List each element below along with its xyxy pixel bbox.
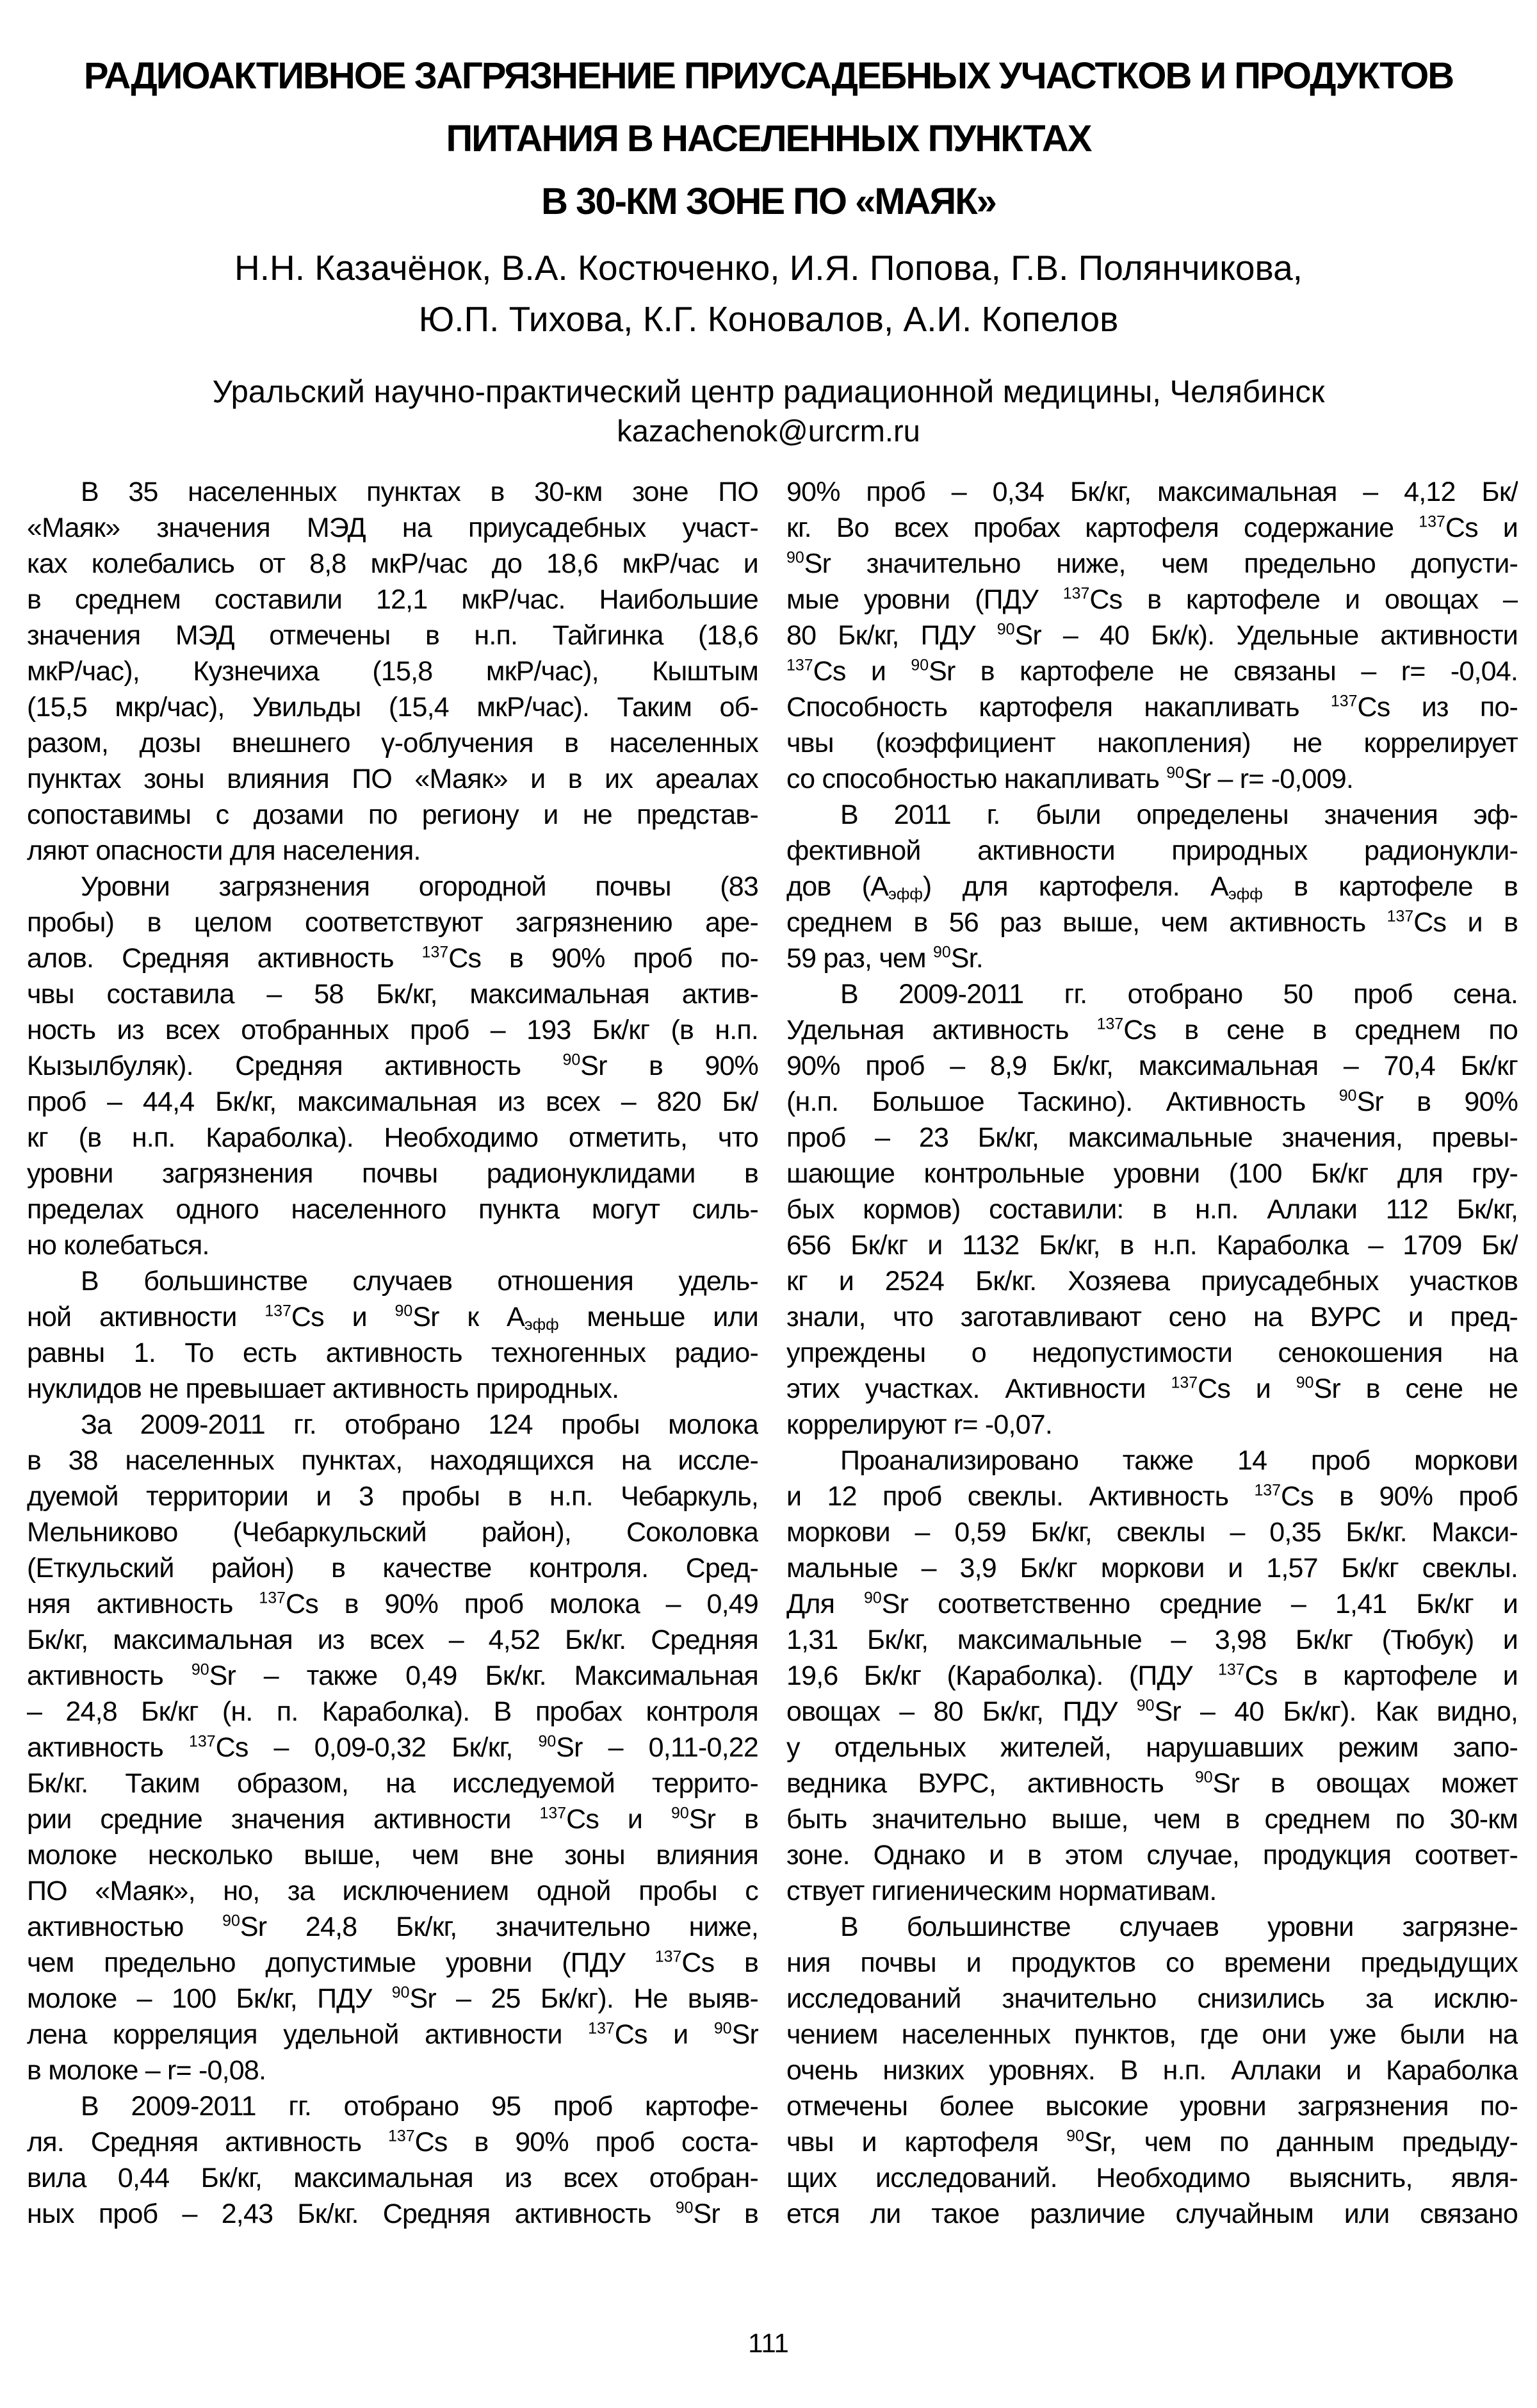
title-line-3: В 30-КМ ЗОНЕ ПО «МАЯК»	[541, 181, 996, 222]
text-line: ствует гигиеническим нормативам.	[786, 1876, 1217, 1906]
text-line: 90% проб – 0,34 Бк/кг, максимальная – 4,12 Бк/	[786, 477, 1518, 507]
text-line: рии средние значения активности $^{137}$Cs и $^{90}$Sr в	[27, 1804, 758, 1835]
text-line: Кызылбуляк). Средняя активность $^{90}$Sr в 90%	[27, 1051, 758, 1081]
left-column	[27, 474, 758, 2232]
body-columns	[27, 474, 1518, 2232]
text-line: у отдельных жителей, нарушавших режим запо-	[786, 1732, 1518, 1763]
text-line: значения МЭД отмечены в н.п. Тайгинка (18,6	[27, 620, 758, 651]
text-line: няя активность $^{137}$Cs в 90% проб молока – 0,49	[27, 1589, 758, 1619]
text-line: Для $^{90}$Sr соответственно средние – 1,41 Бк/кг и	[786, 1589, 1518, 1619]
text-line: разом, дозы внешнего γ-облучения в населенных	[27, 728, 758, 758]
text-line: лена корреляция удельной активности $^{137}$Cs и $^{90}$Sr	[27, 2019, 758, 2050]
text-line: щих исследований. Необходимо выяснить, явля-	[786, 2163, 1518, 2193]
text-line: мкР/час), Кузнечиха (15,8 мкР/час), Кыштым	[27, 656, 758, 687]
text-line: ется ли такое различие случайным или связано	[786, 2199, 1518, 2229]
text-line: быть значительно выше, чем в среднем по 30-км	[786, 1804, 1518, 1835]
text-line: нуклидов не превышает активность природных.	[27, 1373, 619, 1404]
title-line-1: РАДИОАКТИВНОЕ ЗАГРЯЗНЕНИЕ ПРИУСАДЕБНЫХ УЧАСТКОВ И ПРОДУКТОВ	[83, 55, 1454, 97]
authors-line-1: Н.Н. Казачёнок, В.А. Костюченко, И.Я. Попова, Г.В. Полянчикова,	[234, 248, 1303, 288]
text-line: но колебаться.	[27, 1230, 209, 1261]
text-line: отмечены более высокие уровни загрязнения по-	[786, 2091, 1518, 2122]
text-line: ния почвы и продуктов со времени предыдущих	[786, 1947, 1518, 1978]
text-line: ных проб – 2,43 Бк/кг. Средняя активность $^{90}$Sr в	[27, 2199, 758, 2229]
text-line: 1,31 Бк/кг, максимальные – 3,98 Бк/кг (Тюбук) и	[786, 1625, 1518, 1655]
text-line: $^{90}$Sr значительно ниже, чем предельно допусти-	[786, 548, 1518, 579]
text-line: фективной активности природных радионукли-	[786, 835, 1518, 866]
text-line: зоне. Однако и в этом случае, продукция соответ-	[786, 1840, 1518, 1871]
text-line: ность из всех отобранных проб – 193 Бк/кг (в н.п.	[27, 1015, 758, 1045]
text-line: равны 1. То есть активность техногенных радио-	[27, 1338, 758, 1368]
text-line: 80 Бк/кг, ПДУ $^{90}$Sr – 40 Бк/к). Удельные активности	[786, 620, 1518, 651]
text-line: молоке – 100 Бк/кг, ПДУ $^{90}$Sr – 25 Бк/кг). Не выяв-	[27, 1983, 758, 2014]
text-line: активность $^{137}$Cs – 0,09-0,32 Бк/кг, $^{90}$Sr – 0,11-0,22	[27, 1732, 758, 1763]
text-line: (н.п. Большое Таскино). Активность $^{90}$Sr в 90%	[786, 1086, 1518, 1117]
text-line: Бк/кг, максимальная из всех – 4,52 Бк/кг. Средняя	[27, 1625, 758, 1655]
title-line-2: ПИТАНИЯ В НАСЕЛЕННЫХ ПУНКТАХ	[446, 118, 1091, 160]
text-line: 19,6 Бк/кг (Караболка). (ПДУ $^{137}$Cs в картофеле и	[786, 1660, 1518, 1691]
text-line: Бк/кг. Таким образом, на исследуемой террито-	[27, 1768, 758, 1799]
text-line: В 2009-2011 гг. отобрано 95 проб картофе-	[81, 2091, 758, 2122]
text-line: чвы составила – 58 Бк/кг, максимальная актив-	[27, 979, 758, 1010]
text-line: очень низких уровнях. В н.п. Аллаки и Караболка	[786, 2055, 1518, 2086]
text-line: бых кормов) составили: в н.п. Аллаки 112 Бк/кг,	[786, 1194, 1518, 1225]
text-line: проб – 23 Бк/кг, максимальные значения, превы-	[786, 1122, 1518, 1153]
text-line: в молоке – r= -0,08.	[27, 2055, 266, 2086]
text-line: 90% проб – 8,9 Бк/кг, максимальная – 70,4 Бк/кг	[786, 1051, 1518, 1081]
text-line: мальные – 3,9 Бк/кг моркови и 1,57 Бк/кг свеклы.	[786, 1553, 1518, 1584]
text-line: 59 раз, чем $^{90}$Sr.	[786, 943, 983, 974]
text-line: чем предельно допустимые уровни (ПДУ $^{137}$Cs в	[27, 1947, 758, 1978]
text-line: В большинстве случаев уровни загрязне-	[840, 1912, 1518, 1942]
text-line: чением населенных пунктов, где они уже были на	[786, 2019, 1518, 2050]
text-line: Удельная активность $^{137}$Cs в сене в среднем по	[786, 1015, 1518, 1045]
text-line: моркови – 0,59 Бк/кг, свеклы – 0,35 Бк/кг. Макси-	[786, 1517, 1518, 1548]
text-line: ках колебались от 8,8 мкР/час до 18,6 мкР/час и	[27, 548, 758, 579]
text-line: В 35 населенных пунктах в 30-км зоне ПО	[81, 477, 758, 507]
text-line: 656 Бк/кг и 1132 Бк/кг, в н.п. Караболка – 1709 Бк/	[786, 1230, 1518, 1261]
text-line: кг и 2524 Бк/кг. Хозяева приусадебных участков	[786, 1266, 1518, 1297]
text-line: в среднем составили 12,1 мкР/час. Наибольшие	[27, 584, 758, 615]
text-line: (15,5 мкр/час), Увильды (15,4 мкР/час). Таким об-	[27, 692, 758, 723]
affiliation: Уральский научно-практический центр радиационной медицины, Челябинск	[212, 375, 1325, 409]
page-number: 111	[748, 2328, 789, 2358]
page-title	[0, 0, 1537, 233]
text-line: Способность картофеля накапливать $^{137}$Cs из по-	[786, 692, 1518, 723]
right-column	[786, 474, 1518, 2232]
text-line: чвы и картофеля $^{90}$Sr, чем по данным предыду-	[786, 2127, 1518, 2158]
text-line: пробы) в целом соответствуют загрязнению аре-	[27, 907, 758, 938]
text-line: среднем в 56 раз выше, чем активность $^{137}$Cs и в	[786, 907, 1518, 938]
text-line: в 38 населенных пунктах, находящихся на иссле-	[27, 1445, 758, 1476]
text-line: В 2009-2011 гг. отобрано 50 проб сена.	[840, 979, 1518, 1010]
text-line: шающие контрольные уровни (100 Бк/кг для гру-	[786, 1158, 1518, 1189]
text-line: чвы (коэффициент накопления) не коррелирует	[786, 728, 1518, 758]
text-line: и 12 проб свеклы. Активность $^{137}$Cs в 90% проб	[786, 1481, 1518, 1512]
text-line: проб – 44,4 Бк/кг, максимальная из всех – 820 Бк/	[27, 1086, 758, 1117]
text-line: со способностью накапливать $^{90}$Sr – r= -0,009.	[786, 764, 1354, 794]
text-line: кг. Во всех пробах картофеля содержание $^{137}$Cs и	[786, 512, 1518, 543]
text-line: дов $(А_{эфф})$ для картофеля. $А_{эфф}$ в картофеле в	[786, 871, 1518, 904]
text-line: ной активности $^{137}$Cs и $^{90}$Sr к $А_{эфф}$ меньше или	[27, 1302, 758, 1334]
text-line: коррелируют r= -0,07.	[786, 1409, 1053, 1440]
text-line: – 24,8 Бк/кг (н. п. Караболка). В пробах контроля	[27, 1696, 758, 1727]
text-line: (Еткульский район) в качестве контроля. Сред-	[27, 1553, 758, 1584]
text-line: пределах одного населенного пункта могут силь-	[27, 1194, 758, 1225]
authors-line-2: Ю.П. Тихова, К.Г. Коновалов, А.И. Копелов	[418, 299, 1119, 339]
text-line: молоке несколько выше, чем вне зоны влияния	[27, 1840, 758, 1871]
text-line: ведника ВУРС, активность $^{90}$Sr в овощах может	[786, 1768, 1518, 1799]
text-line: дуемой территории и 3 пробы в н.п. Чебаркуль,	[27, 1481, 758, 1512]
text-line: $^{137}$Cs и $^{90}$Sr в картофеле не связаны – r= -0,04.	[786, 656, 1518, 687]
text-line: мые уровни (ПДУ $^{137}$Cs в картофеле и овощах –	[786, 584, 1518, 615]
text-line: вила 0,44 Бк/кг, максимальная из всех отобран-	[27, 2163, 758, 2193]
text-line: сопоставимы с дозами по региону и не представ-	[27, 799, 758, 830]
text-line: исследований значительно снизились за исклю-	[786, 1983, 1518, 2014]
text-line: В 2011 г. были определены значения эф-	[840, 799, 1518, 830]
text-line: ля. Средняя активность $^{137}$Cs в 90% проб соста-	[27, 2127, 758, 2158]
text-line: За 2009-2011 гг. отобрано 124 пробы молока	[81, 1409, 758, 1440]
text-line: пунктах зоны влияния ПО «Маяк» и в их ареалах	[27, 764, 758, 794]
email-address: kazachenok@urcrm.ru	[617, 414, 920, 448]
text-line: Уровни загрязнения огородной почвы (83	[81, 871, 758, 902]
text-line: овощах – 80 Бк/кг, ПДУ $^{90}$Sr – 40 Бк/кг). Как видно,	[786, 1696, 1518, 1727]
text-line: Проанализировано также 14 проб моркови	[840, 1445, 1518, 1476]
authors	[0, 242, 1537, 345]
text-line: активность $^{90}$Sr – также 0,49 Бк/кг. Максимальная	[27, 1660, 758, 1691]
text-line: активностью $^{90}$Sr 24,8 Бк/кг, значительно ниже,	[27, 1912, 758, 1942]
text-line: упреждены о недопустимости сенокошения на	[786, 1338, 1518, 1368]
text-line: «Маяк» значения МЭД на приусадебных участ-	[27, 512, 758, 543]
text-line: ляют опасности для населения.	[27, 835, 421, 866]
text-line: ПО «Маяк», но, за исключением одной пробы с	[27, 1876, 758, 1906]
text-line: В большинстве случаев отношения удель-	[81, 1266, 758, 1297]
text-line: кг (в н.п. Караболка). Необходимо отметить, что	[27, 1122, 758, 1153]
text-line: этих участках. Активности $^{137}$Cs и $^{90}$Sr в сене не	[786, 1373, 1518, 1404]
text-line: Мельниково (Чебаркульский район), Соколовка	[27, 1517, 758, 1548]
text-line: алов. Средняя активность $^{137}$Cs в 90% проб по-	[27, 943, 758, 974]
text-line: знали, что заготавливают сено на ВУРС и пред-	[786, 1302, 1518, 1332]
text-line: уровни загрязнения почвы радионуклидами в	[27, 1158, 758, 1189]
